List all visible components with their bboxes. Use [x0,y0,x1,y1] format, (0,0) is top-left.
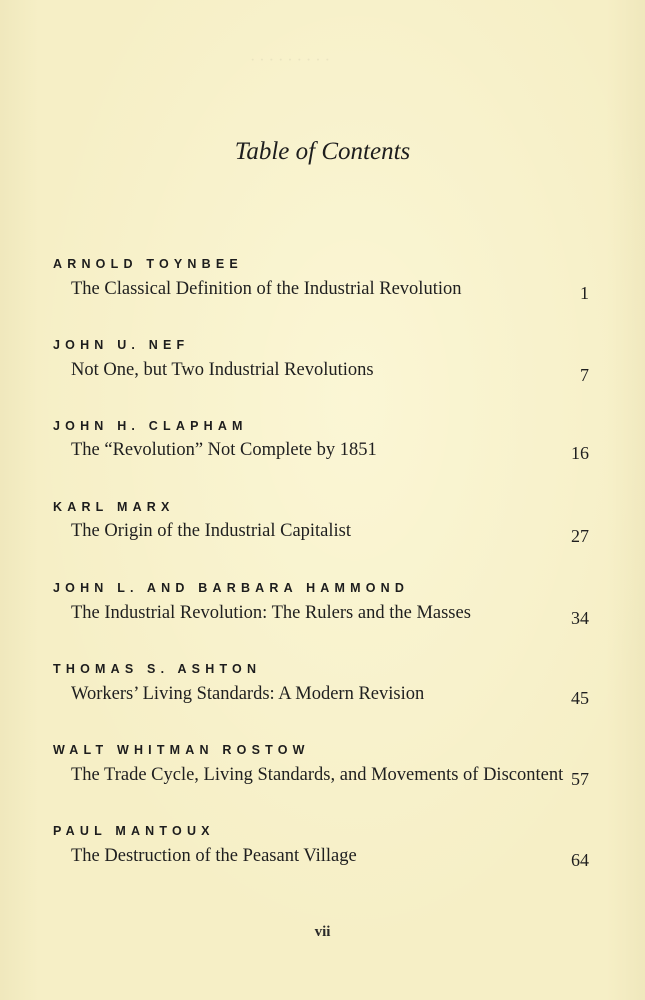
entry-page-number: 64 [571,850,589,870]
entry-page-number: 57 [571,769,589,789]
entry-page-number: 7 [580,365,589,385]
entry-title: The Origin of the Industrial Capitalist [71,521,352,541]
entry-author: THOMAS S. ASHTON [53,662,262,676]
entry-title: Not One, but Two Industrial Revolutions [71,360,374,380]
entry-title: The Classical Definition of the Industrial Revolution [71,279,462,299]
entry-page-number: 1 [580,283,589,303]
entry-author: JOHN H. CLAPHAM [53,419,248,433]
entry-title: The Industrial Revolution: The Rulers and the Masses [71,603,471,623]
page-folio: vii [314,924,331,940]
show-through-text: · · · · · · · · · [250,52,330,69]
entry-title: The Trade Cycle, Living Standards, and Movements of Discontent [71,765,564,785]
entry-title: The Destruction of the Peasant Village [71,846,357,866]
entry-title: The “Revolution” Not Complete by 1851 [71,440,377,460]
entry-title: Workers’ Living Standards: A Modern Revision [71,684,425,704]
page-title: Table of Contents [234,138,411,165]
entry-author: PAUL MANTOUX [53,824,215,838]
entry-author: JOHN U. NEF [53,338,190,352]
entry-page-number: 45 [571,688,589,708]
entry-page-number: 34 [571,608,589,628]
entry-author: ARNOLD TOYNBEE [53,257,243,271]
entry-author: JOHN L. AND BARBARA HAMMOND [53,581,410,595]
entry-page-number: 27 [571,526,589,546]
entry-author: KARL MARX [53,500,175,514]
entry-page-number: 16 [571,443,589,463]
entry-author: WALT WHITMAN ROSTOW [53,743,310,757]
